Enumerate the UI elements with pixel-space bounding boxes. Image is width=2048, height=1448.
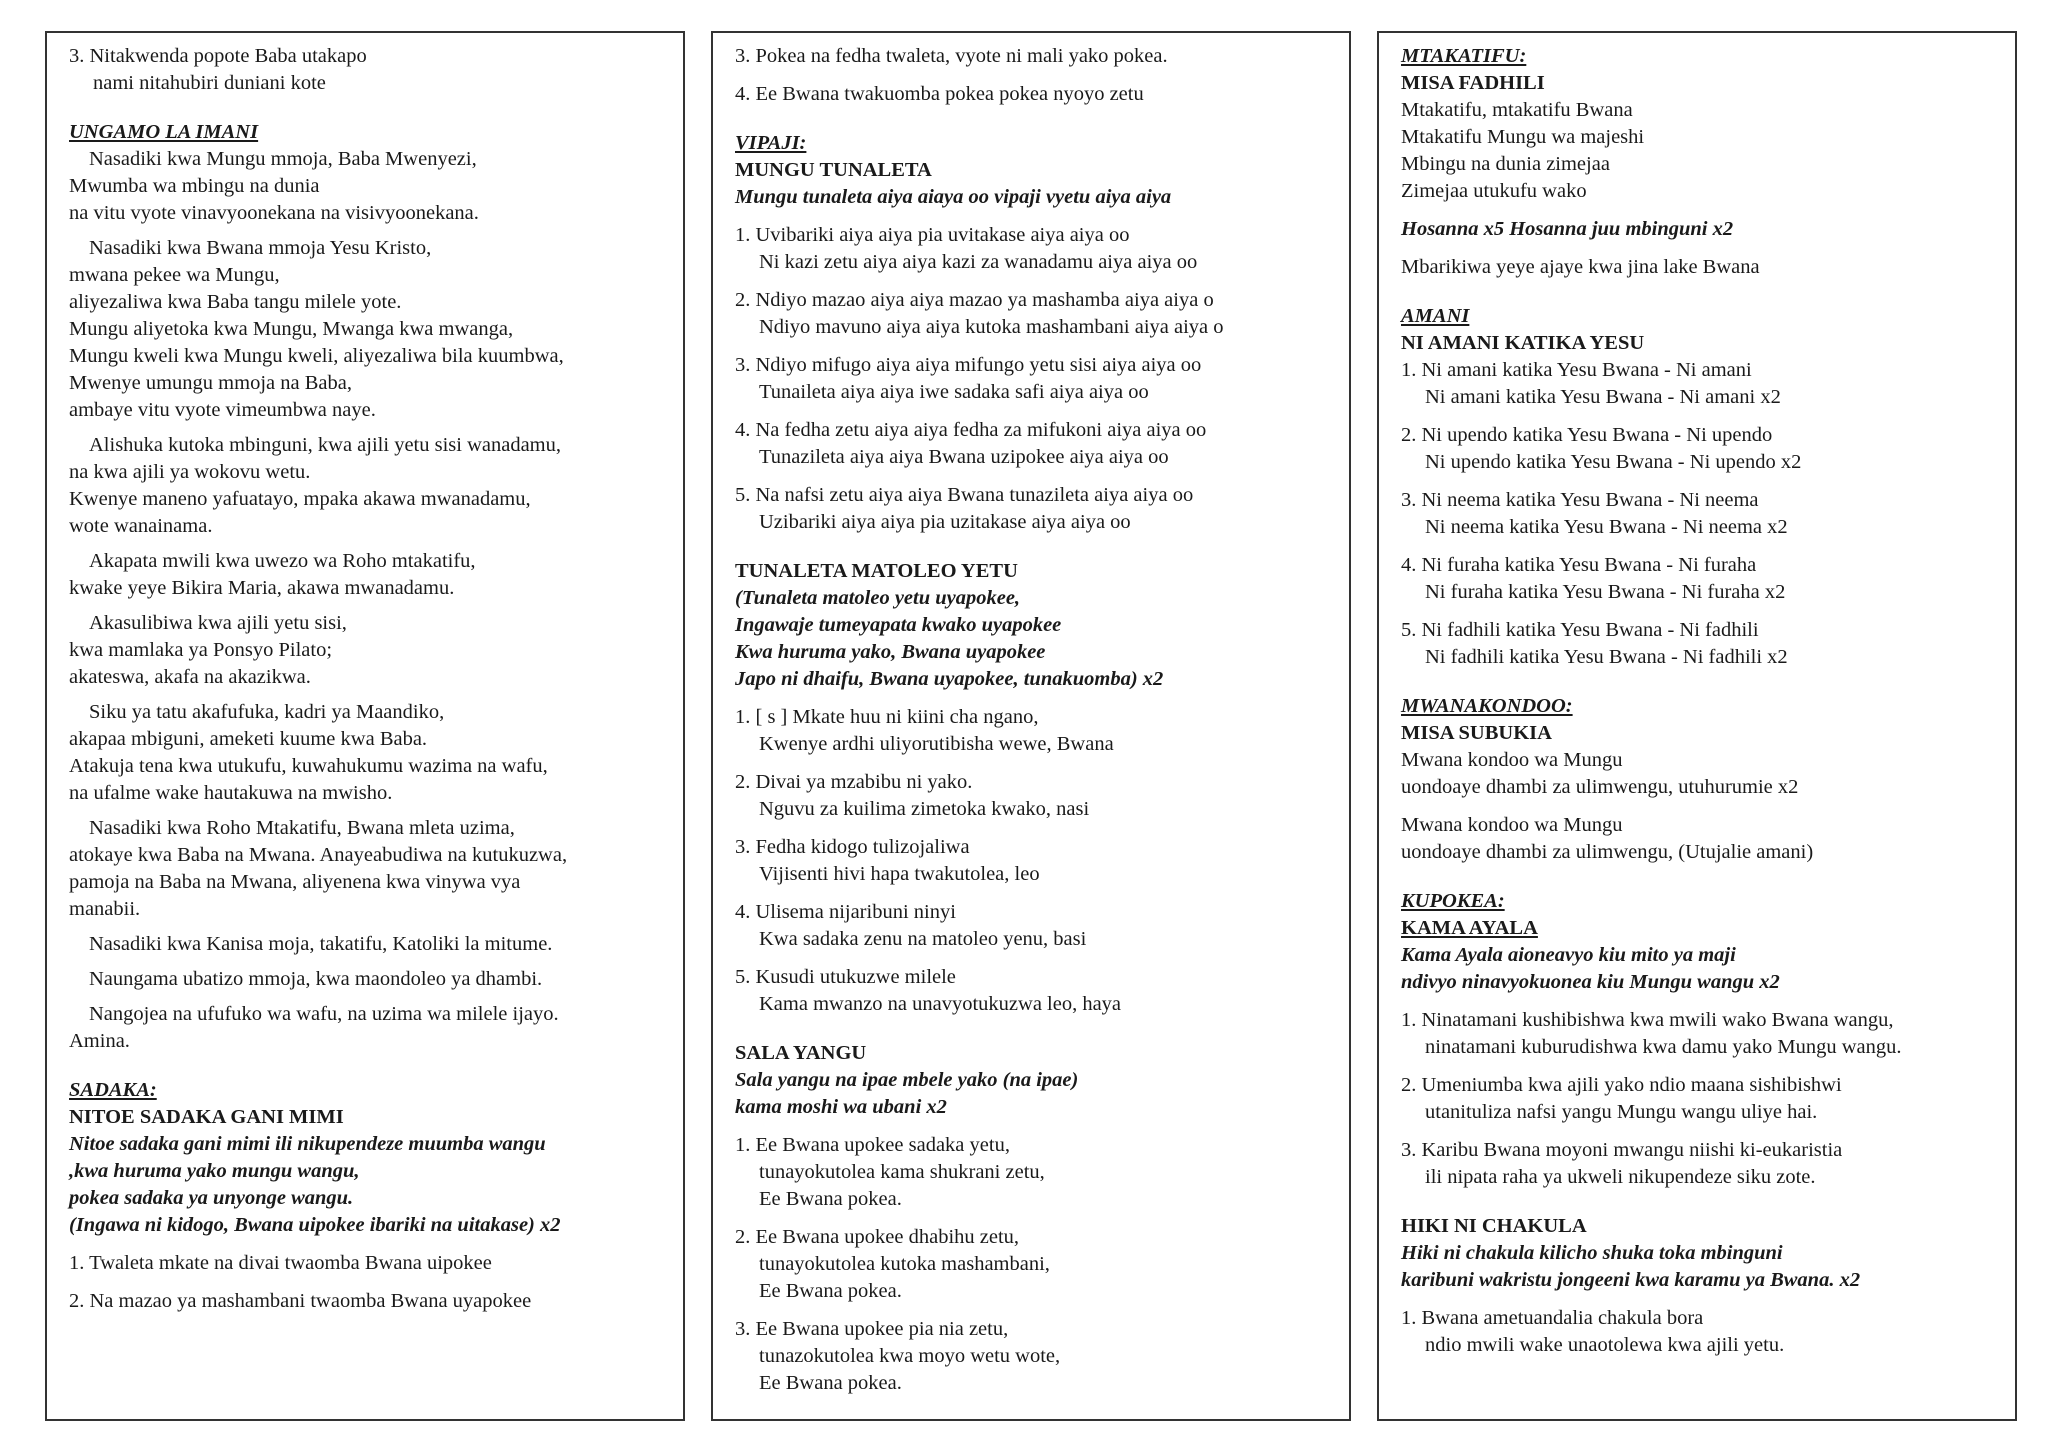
creed-paragraph: Akasulibiwa kwa ajili yetu sisi, kwa mamlaka ya Ponsyo Pilato; akateswa, akafa na akazikwa. xyxy=(69,612,347,688)
verse: 4. Ee Bwana twakuomba pokea pokea nyoyo zetu xyxy=(735,83,1144,105)
verse: 1. Twaleta mkate na divai twaomba Bwana uipokee xyxy=(69,1252,492,1274)
hymn-title: NITOE SADAKA GANI MIMI xyxy=(69,1106,344,1128)
column-3 xyxy=(1377,31,2017,1421)
hymn-title: KAMA AYALA xyxy=(1401,917,1538,939)
hymn-lines: Mwana kondoo wa Mungu uondoaye dhambi za ulimwengu, utuhurumie x2 xyxy=(1401,749,1799,798)
creed-paragraph: Nasadiki kwa Bwana mmoja Yesu Kristo, mwana pekee wa Mungu, aliyezaliwa kwa Baba tangu milele yote. Mungu aliyetoka kwa Mungu, Mwanga kwa mwanga, Mungu kweli kwa Mungu kweli, aliyezaliwa bila kuumbwa, Mwenye umungu mmoja na Baba, ambaye vitu vyote vimeumbwa naye. xyxy=(69,237,564,421)
verse: 2. Umeniumba kwa ajili yako ndio maana sishibishwi utanituliza nafsi yangu Mungu wangu uliye hai. xyxy=(1401,1074,1842,1123)
verse: 1. Ee Bwana upokee sadaka yetu, tunayokutolea kama shukrani zetu, Ee Bwana pokea. xyxy=(735,1134,1045,1210)
hymn-title: MUNGU TUNALETA xyxy=(735,159,932,181)
verse: 3. Fedha kidogo tulizojaliwa Vijisenti hivi hapa twakutolea, leo xyxy=(735,836,1040,885)
verse: 3. Ee Bwana upokee pia nia zetu, tunazokutolea kwa moyo wetu wote, Ee Bwana pokea. xyxy=(735,1318,1061,1394)
verse: 5. Ni fadhili katika Yesu Bwana - Ni fadhili Ni fadhili katika Yesu Bwana - Ni fadhili x2 xyxy=(1401,619,1788,668)
verse: 1. Ninatamani kushibishwa kwa mwili wako Bwana wangu, ninatamani kuburudishwa kwa damu yako Mungu wangu. xyxy=(1401,1009,1902,1058)
hymn-title: TUNALETA MATOLEO YETU xyxy=(735,560,1018,582)
hymn-title: MISA SUBUKIA xyxy=(1401,722,1552,744)
creed-paragraph: Alishuka kutoka mbinguni, kwa ajili yetu sisi wanadamu, na kwa ajili ya wokovu wetu. Kwenye maneno yafuatayo, mpaka akawa mwanadamu, wote wanainama. xyxy=(69,434,562,537)
verse: 5. Na nafsi zetu aiya aiya Bwana tunazileta aiya aiya oo Uzibariki aiya aiya pia uzitakase aiya aiya oo xyxy=(735,484,1194,533)
creed-paragraph: Nasadiki kwa Mungu mmoja, Baba Mwenyezi, Mwumba wa mbingu na dunia na vitu vyote vinavyoonekana na visivyoonekana. xyxy=(69,148,479,224)
hymn-chorus: Nitoe sadaka gani mimi ili nikupendeze muumba wangu ,kwa huruma yako mungu wangu, pokea sadaka ya unyonge wangu. (Ingawa ni kidogo, Bwana uipokee ibariki na uitakase) x2 xyxy=(69,1133,561,1236)
section-heading-kupokea: KUPOKEA: xyxy=(1401,890,1505,912)
verse: 4. Ni furaha katika Yesu Bwana - Ni furaha Ni furaha katika Yesu Bwana - Ni furaha x2 xyxy=(1401,554,1786,603)
verse: 3. Ni neema katika Yesu Bwana - Ni neema Ni neema katika Yesu Bwana - Ni neema x2 xyxy=(1401,489,1788,538)
hymn-chorus: (Tunaleta matoleo yetu uyapokee, Ingawaje tumeyapata kwako uyapokee Kwa huruma yako, Bwana uyapokee Japo ni dhaifu, Bwana uyapokee, tunakuomba) x2 xyxy=(735,587,1164,690)
hymn-lines: Mwana kondoo wa Mungu uondoaye dhambi za ulimwengu, (Utujalie amani) xyxy=(1401,814,1814,863)
verse: 3. Pokea na fedha twaleta, vyote ni mali yako pokea. xyxy=(735,45,1168,67)
verse: 2. Ndiyo mazao aiya aiya mazao ya mashamba aiya aiya o Ndiyo mavuno aiya aiya kutoka mashambani aiya aiya o xyxy=(735,289,1224,338)
section-heading-mtakatifu: MTAKATIFU: xyxy=(1401,45,1527,67)
verse: 4. Ulisema nijaribuni ninyi Kwa sadaka zenu na matoleo yenu, basi xyxy=(735,901,1087,950)
creed-paragraph: Nasadiki kwa Roho Mtakatifu, Bwana mleta uzima, atokaye kwa Baba na Mwana. Anayeabudiwa na kutukuzwa, pamoja na Baba na Mwana, aliyenena kwa vinywa vya manabii. xyxy=(69,817,568,920)
verse: 2. Na mazao ya mashambani twaomba Bwana uyapokee xyxy=(69,1290,532,1312)
verse: 1. Bwana ametuandalia chakula bora ndio mwili wake unaotolewa kwa ajili yetu. xyxy=(1401,1307,1785,1356)
hymn-lines: Mtakatifu, mtakatifu Bwana Mtakatifu Mungu wa majeshi Mbingu na dunia zimejaa Zimejaa utukufu wako xyxy=(1401,99,1645,202)
verse: 5. Kusudi utukuzwe milele Kama mwanzo na unavyotukuzwa leo, haya xyxy=(735,966,1122,1015)
hymn-lines: Mbarikiwa yeye ajaye kwa jina lake Bwana xyxy=(1401,256,1760,278)
hymn-title: SALA YANGU xyxy=(735,1042,867,1064)
column-1 xyxy=(45,31,685,1421)
hymn-chorus: Mungu tunaleta aiya aiaya oo vipaji vyetu aiya aiya xyxy=(735,186,1172,208)
hymn-title: MISA FADHILI xyxy=(1401,72,1545,94)
section-heading-mwanakondoo: MWANAKONDOO: xyxy=(1401,695,1573,717)
hymn-title: NI AMANI KATIKA YESU xyxy=(1401,332,1645,354)
verse: 1. [ s ] Mkate huu ni kiini cha ngano, Kwenye ardhi uliyorutibisha wewe, Bwana xyxy=(735,706,1114,755)
verse: 2. Ni upendo katika Yesu Bwana - Ni upendo Ni upendo katika Yesu Bwana - Ni upendo x2 xyxy=(1401,424,1802,473)
verse: 1. Ni amani katika Yesu Bwana - Ni amani Ni amani katika Yesu Bwana - Ni amani x2 xyxy=(1401,359,1781,408)
column-2 xyxy=(711,31,1351,1421)
hymn-chorus: Kama Ayala aioneavyo kiu mito ya maji ndivyo ninavyokuonea kiu Mungu wangu x2 xyxy=(1401,944,1780,993)
creed-paragraph: Naungama ubatizo mmoja, kwa maondoleo ya dhambi. xyxy=(89,968,543,990)
verse: 3. Ndiyo mifugo aiya aiya mifungo yetu sisi aiya aiya oo Tunaileta aiya aiya iwe sadaka safi aiya aiya oo xyxy=(735,354,1202,403)
hymn-chorus: Hiki ni chakula kilicho shuka toka mbinguni karibuni wakristu jongeeni kwa karamu ya Bwana. x2 xyxy=(1401,1242,1861,1291)
verse: 3. Nitakwenda popote Baba utakapo nami nitahubiri duniani kote xyxy=(69,45,367,94)
verse: 2. Ee Bwana upokee dhabihu zetu, tunayokutolea kutoka mashambani, Ee Bwana pokea. xyxy=(735,1226,1050,1302)
hymn-chorus: Sala yangu na ipae mbele yako (na ipae) kama moshi wa ubani x2 xyxy=(735,1069,1079,1118)
section-heading-sadaka: SADAKA: xyxy=(69,1079,157,1101)
creed-paragraph: Siku ya tatu akafufuka, kadri ya Maandiko, akapaa mbiguni, ameketi kuume kwa Baba. Atakuja tena kwa utukufu, kuwahukumu wazima na wafu, na ufalme wake hautakuwa na mwisho. xyxy=(69,701,548,804)
verse: 4. Na fedha zetu aiya aiya fedha za mifukoni aiya aiya oo Tunazileta aiya aiya Bwana uzipokee aiya aiya oo xyxy=(735,419,1207,468)
verse: 3. Karibu Bwana moyoni mwangu niishi ki-eukaristia ili nipata raha ya ukweli nikupendeze siku zote. xyxy=(1401,1139,1843,1188)
creed-paragraph: Nasadiki kwa Kanisa moja, takatifu, Katoliki la mitume. xyxy=(89,933,553,955)
hymn-chorus: Hosanna x5 Hosanna juu mbinguni x2 xyxy=(1401,218,1734,240)
creed-paragraph: Akapata mwili kwa uwezo wa Roho mtakatifu, kwake yeye Bikira Maria, akawa mwanadamu. xyxy=(69,550,476,599)
section-heading-creed: UNGAMO LA IMANI xyxy=(69,121,259,143)
verse: 1. Uvibariki aiya aiya pia uvitakase aiya aiya oo Ni kazi zetu aiya aiya kazi za wanadamu aiya aiya oo xyxy=(735,224,1198,273)
section-heading-vipaji: VIPAJI: xyxy=(735,132,807,154)
section-heading-amani: AMANI xyxy=(1401,305,1470,327)
hymn-title: HIKI NI CHAKULA xyxy=(1401,1215,1587,1237)
verse: 2. Divai ya mzabibu ni yako. Nguvu za kuilima zimetoka kwako, nasi xyxy=(735,771,1090,820)
creed-paragraph: Nangojea na ufufuko wa wafu, na uzima wa milele ijayo. Amina. xyxy=(69,1003,559,1052)
